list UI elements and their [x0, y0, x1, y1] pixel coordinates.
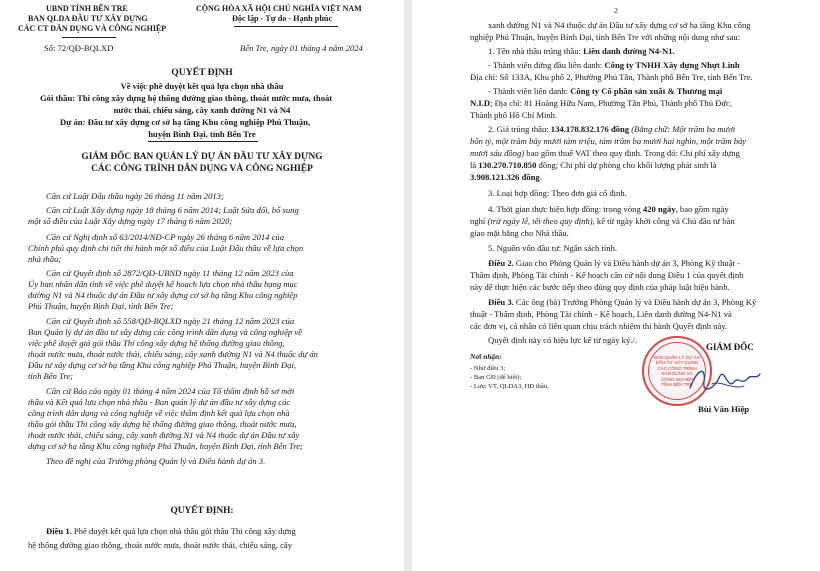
- price-words-a: (Bằng chữ: Một trăm ba mươi: [629, 124, 736, 134]
- package-line-1: Gói thầu: Thi công xây dựng hệ thống đường giao thông, thoát nước mưa, thoát: [40, 93, 333, 103]
- page-number: 2: [614, 6, 618, 15]
- article-1-line-a: [46, 526, 296, 536]
- price-vat-b: [470, 160, 717, 170]
- package-line-2: nước thải, chiếu sáng, cây xanh đường N1 và N4: [113, 105, 291, 115]
- price-words-b: bốn tỷ, một trăm bảy mươi tám triệu, tám trăm ba mươi hai nghìn, một trăm bảy: [470, 136, 747, 146]
- member-2: [488, 86, 722, 96]
- article-1-label: Điều 1.: [46, 526, 72, 536]
- member-2-address-b: Thành phố Hồ Chí Minh.: [470, 110, 558, 120]
- price-words-c: mươi sáu đồng): [470, 148, 525, 158]
- org-line-1: UBND TỈNH BẾN TRE: [46, 4, 128, 13]
- basis-6b: thầu và Kết quả lựa chọn nhà thầu - Ban quản lý dự án đầu tư xây dựng các: [28, 397, 291, 407]
- decide-heading: QUYẾT ĐỊNH:: [170, 506, 234, 516]
- signer-name: Bùi Văn Hiệp: [698, 404, 750, 414]
- recipient-2: - Ban GĐ (để biết);: [470, 374, 522, 381]
- member-1-prefix: - Thành viên đứng đầu liên danh:: [488, 60, 605, 70]
- item-5: 5. Nguồn vốn đầu tư: Ngân sách tỉnh.: [488, 243, 618, 253]
- item-4-b-end: , kể từ ngày khởi công và Chủ đầu tư bàn: [592, 216, 735, 226]
- seal-line-1: BAN QUẢN LÝ DỰ ÁN: [653, 354, 701, 360]
- basis-4b: Ủy ban nhân dân tỉnh về việc phê duyệt kế hoạch lựa chọn nhà thầu hạng mục: [28, 279, 298, 289]
- director-line-1: GIÁM ĐỐC BAN QUẢN LÝ DỰ ÁN ĐẦU TƯ XÂY DỰNG: [81, 152, 323, 162]
- article-3-a: [488, 297, 756, 307]
- seal-line-3: CÁC CÔNG TRÌNH: [657, 365, 697, 371]
- price-words-c-line: [470, 148, 740, 158]
- decision-title: QUYẾT ĐỊNH: [171, 67, 233, 78]
- seal-line-6: TỈNH BẾN TRE: [661, 382, 693, 387]
- project-underline: [148, 141, 258, 142]
- member-1: [488, 60, 740, 70]
- project-line-1: Dự án: Đầu tư xây dựng cơ sở hạ tầng Khu công nghiệp Phú Thuận,: [60, 117, 311, 127]
- nation-line-2: Độc lập - Tự do - Hạnh phúc: [232, 14, 333, 23]
- item-4-a: , bao gồm ngày: [675, 204, 729, 214]
- effective-clause: Quyết định này có hiệu lực kể từ ngày ký./.: [488, 335, 637, 345]
- org-underline: [62, 37, 116, 38]
- article-3-text-a: Các ông (bà) Trưởng Phòng Quản lý và Điều hành dự án 3, Phòng Kỹ: [513, 297, 757, 307]
- nation-line-1: CỘNG HÒA XÃ HỘI CHỦ NGHĨA VIỆT NAM: [196, 4, 362, 13]
- basis-5d: thoát nước mưa, thoát nước thải, chiếu sáng, cây xanh đường N1 và N4 thuộc dự án: [28, 349, 318, 359]
- contingency-cost: 3.908.121.326 đồng: [470, 172, 540, 182]
- construction-cost: 130.270.710.850: [478, 160, 537, 170]
- winning-contractor: Liên danh đường N4-N1.: [583, 46, 675, 56]
- article-3-c: các đơn vị, cá nhân có liên quan chịu trách nhiệm thi hành Quyết định này.: [470, 321, 728, 331]
- member-1-name: Công ty TNHH Xây dựng Nhựt Linh: [604, 60, 740, 70]
- project-line-2: huyện Bình Đại, tỉnh Bến Tre: [148, 129, 256, 139]
- member-2-address-a: [470, 98, 732, 108]
- basis-6f: dựng cơ sở hạ tầng Khu công nghiệp Phú Thuận, huyện Bình Đại, tỉnh Bến Tre;: [28, 441, 303, 451]
- p2-line-1: xanh đường N1 và N4 thuộc dự án Đầu tư xây dựng cơ sở hạ tầng Khu công: [488, 20, 751, 30]
- item-4-b: [470, 216, 735, 226]
- article-1-text-a: Phê duyệt kết quả lựa chọn nhà thầu gói thầu Thi công xây dựng: [71, 526, 296, 536]
- seal-line-2: ĐẦU TƯ XÂY DỰNG: [655, 360, 699, 365]
- article-2-c: này để thực hiện các bước tiếp theo đúng quy định của pháp luật hiện hành.: [470, 282, 730, 292]
- basis-6d: thầu gói thầu Thi công xây dựng hệ thống đường giao thông, thoát nước mưa,: [28, 419, 297, 429]
- item-3: 3. Loại hợp đồng: Theo đơn giá cố định.: [488, 188, 627, 198]
- basis-1: Căn cứ Luật Đấu thầu ngày 26 tháng 11 năm 2013;: [46, 191, 224, 201]
- nation-underline: [234, 26, 338, 27]
- basis-5c: việc phê duyệt giá gói thầu Thi công xây dựng hệ thống đường giao thông,: [28, 338, 285, 348]
- item-4-b-italic: (trừ ngày lễ, tết theo quy định): [487, 216, 593, 226]
- signer-title: GIÁM ĐỐC: [706, 342, 754, 352]
- member-2-name-b: N.I.D: [470, 98, 491, 108]
- item-1-prefix: 1. Tên nhà thầu trúng thầu:: [488, 46, 584, 56]
- basis-6c: công trình dân dụng và công nghiệp về việc thẩm định kết quả lựa chọn nhà: [28, 408, 290, 418]
- seal-line-5: CÔNG NGHIỆP: [660, 376, 693, 382]
- member-2-address-text: ; Địa chỉ: 81 Hoàng Hữu Nam, Phường Tân Phú, Thành phố Thủ Đức,: [490, 98, 732, 108]
- recipient-1: - Như điều 3;: [470, 365, 506, 372]
- member-1-address: Địa chỉ: Số 133A, Khu phố 2, Phường Phú Tân, Thành phố Bến Tre, tỉnh Bến Tre.: [470, 72, 753, 82]
- decision-subject: Về việc phê duyệt kết quả lựa chọn nhà thầu: [120, 81, 284, 91]
- signature-icon: [684, 360, 764, 400]
- article-2-text-a: Giao cho Phòng Quản lý và Điều hành dự án 3, Phòng Kỹ thuật -: [513, 258, 740, 268]
- document-page-2: [412, 0, 820, 571]
- document-number: Số: 72/QĐ-BQLXD: [44, 43, 114, 53]
- basis-2a: Căn cứ Luật Xây dựng ngày 18 tháng 6 năm 2014; Luật Sửa đổi, bổ sung: [46, 205, 299, 215]
- item-2-prefix: 2. Giá trúng thầu:: [488, 124, 551, 134]
- winning-price: 134.178.832.176 đồng: [550, 124, 630, 134]
- article-3-label: Điều 3.: [488, 297, 514, 307]
- basis-4c: đường N1 và N4 thuộc dự án Đầu tư xây dựng cơ sở hạ tầng Khu công nghiệp: [28, 290, 298, 300]
- basis-5a: Căn cứ Quyết định số 558/QĐ-BQLXD ngày 21 tháng 12 năm 2023 của: [46, 316, 295, 326]
- basis-3c: nhà thầu;: [28, 254, 62, 264]
- basis-7: Theo đề nghị của Trưởng phòng Quản lý và Điều hành dự án 3.: [46, 456, 266, 466]
- basis-5f: tỉnh Bến Tre;: [28, 371, 74, 381]
- item-4: [488, 204, 729, 214]
- item-1: [488, 46, 675, 56]
- article-2-b: Thẩm định, Phòng Tài chính - Kế hoạch căn cứ nội dung Điều 1 của quyết định: [470, 270, 744, 280]
- article-3-b: thuật - Thẩm định, Phòng Tài chính - Kế hoạch, Liên danh đường N4-N1 và: [470, 309, 732, 319]
- p2-line-2: nghiệp Phú Thuận, huyện Bình Đại, tỉnh Bến Tre với những nội dung như sau:: [470, 32, 741, 42]
- basis-3a: Căn cứ Nghị định số 63/2014/NĐ-CP ngày 26 tháng 6 năm 2014 của: [46, 232, 284, 242]
- member-2-name-a: Công ty Cổ phần sản xuất & Thương mại: [570, 86, 723, 96]
- seal-line-4: DÂN DỤNG VÀ: [661, 371, 693, 376]
- basis-4d: Phú Thuận, huyện Bình Đại, tỉnh Bến Tre;: [28, 301, 174, 311]
- item-4-c: giao mặt bằng cho Nhà thầu.: [470, 228, 569, 238]
- basis-6a: Căn cứ Báo cáo ngày 01 tháng 4 năm 2024 của Tổ thẩm định hồ sơ mời: [46, 386, 295, 396]
- contract-duration: 420 ngày: [642, 204, 676, 214]
- recipients-title: Nơi nhận:: [470, 352, 502, 361]
- place-date: Bến Tre, ngày 01 tháng 4 năm 2024: [240, 43, 363, 53]
- org-line-2: BAN QLDA ĐẦU TƯ XÂY DỰNG: [28, 14, 148, 23]
- member-2-prefix: - Thành viên liên danh:: [488, 86, 571, 96]
- item-4-prefix: 4. Thời gian thực hiện hợp đồng: trong vòng: [488, 204, 643, 214]
- article-1-line-b: hệ thống đường giao thông, thoát nước mưa, thoát nước thải, chiếu sáng, cây: [28, 540, 292, 550]
- price-vat-a: bao gồm thuế VAT theo quy định. Trong đó: Chi phí xây dựng: [524, 148, 740, 158]
- price-vat-c: [470, 172, 542, 182]
- document-page-1: [0, 0, 404, 571]
- article-2-a: [488, 258, 740, 268]
- item-4-b-prefix: nghỉ: [470, 216, 488, 226]
- price-vat-b-mid: đồng; Chi phí dự phòng cho khối lượng phát sinh là: [536, 160, 717, 170]
- price-vat-b-prefix: là: [470, 160, 479, 170]
- basis-5b: Ban Quản lý dự án đầu tư xây dựng các công trình dân dụng và công nghiệp về: [28, 327, 302, 337]
- basis-2b: một số điều của Luật Xây dựng ngày 17 tháng 6 năm 2020;: [28, 216, 233, 226]
- recipient-3: - Lưu: VT, QLDA3, HĐ thầu.: [470, 383, 549, 390]
- basis-3b: Chính phủ quy định chi tiết thi hành một số điều của Luật Đấu thầu về lựa chọn: [28, 243, 304, 253]
- director-line-2: CÁC CÔNG TRÌNH DÂN DỤNG VÀ CÔNG NGHIỆP: [91, 164, 313, 174]
- price-vat-c-end: .: [539, 172, 542, 182]
- basis-4a: Căn cứ Quyết định số 2872/QĐ-UBND ngày 11 tháng 12 năm 2023 của: [46, 268, 294, 278]
- basis-5e: Đầu tư xây dựng cơ sở hạ tầng Khu công nghiệp Phú Thuận, huyện Bình Đại,: [28, 360, 296, 370]
- article-2-label: Điều 2.: [488, 258, 514, 268]
- basis-6e: thoát nước thải, chiếu sáng, cây xanh đường N1 và N4 thuộc dự án Đầu tư xây: [28, 430, 300, 440]
- item-2: [488, 124, 735, 134]
- org-line-3: CÁC CT DÂN DỤNG VÀ CÔNG NGHIỆP: [18, 24, 167, 33]
